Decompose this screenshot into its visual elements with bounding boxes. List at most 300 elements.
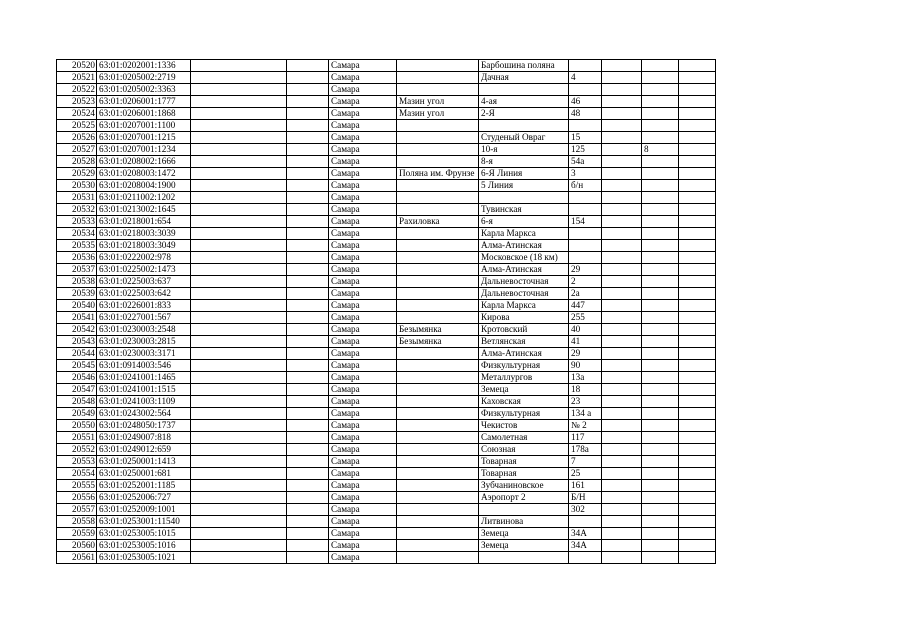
table-row <box>57 72 716 84</box>
cell-building <box>602 228 642 240</box>
cell-empty-col-a <box>191 360 287 372</box>
cell-extra <box>679 408 716 420</box>
cell-apartment <box>642 372 679 384</box>
cell-empty-col-a <box>191 192 287 204</box>
cell-cadastral-number: 63:01:0252009:1001 <box>97 504 191 516</box>
cell-house: 447 <box>569 300 602 312</box>
cell-cadastral-number: 63:01:0241001:1515 <box>97 384 191 396</box>
cell-row-number: 20521 <box>57 72 97 84</box>
cell-district <box>397 348 479 360</box>
cell-street: Ветлянская <box>479 336 569 348</box>
cell-empty-col-b <box>287 144 329 156</box>
cell-house: 117 <box>569 432 602 444</box>
cell-house: 54а <box>569 156 602 168</box>
cell-house <box>569 84 602 96</box>
cell-empty-col-b <box>287 420 329 432</box>
cell-district <box>397 276 479 288</box>
cell-empty-col-b <box>287 492 329 504</box>
cell-empty-col-b <box>287 396 329 408</box>
cell-house: 18 <box>569 384 602 396</box>
cell-empty-col-a <box>191 96 287 108</box>
cell-building <box>602 144 642 156</box>
cell-empty-col-b <box>287 72 329 84</box>
cell-apartment <box>642 192 679 204</box>
cell-cadastral-number: 63:01:0208004:1900 <box>97 180 191 192</box>
cell-row-number: 20522 <box>57 84 97 96</box>
cell-building <box>602 216 642 228</box>
table-row <box>57 132 716 144</box>
cell-street: Алма-Атинская <box>479 240 569 252</box>
cell-building <box>602 240 642 252</box>
cell-cadastral-number: 63:01:0241001:1465 <box>97 372 191 384</box>
cell-city: Самара <box>329 288 397 300</box>
cell-extra <box>679 84 716 96</box>
cell-row-number: 20531 <box>57 192 97 204</box>
cell-cadastral-number: 63:01:0207001:1215 <box>97 132 191 144</box>
cell-apartment <box>642 120 679 132</box>
cell-extra <box>679 264 716 276</box>
cell-row-number: 20537 <box>57 264 97 276</box>
cell-city: Самара <box>329 360 397 372</box>
cell-district <box>397 132 479 144</box>
cell-district <box>397 516 479 528</box>
cell-empty-col-a <box>191 108 287 120</box>
cell-apartment <box>642 252 679 264</box>
cell-building <box>602 156 642 168</box>
cell-empty-col-a <box>191 228 287 240</box>
table-row <box>57 516 716 528</box>
cell-empty-col-a <box>191 84 287 96</box>
cell-city: Самара <box>329 480 397 492</box>
cell-row-number: 20541 <box>57 312 97 324</box>
cell-building <box>602 444 642 456</box>
cell-cadastral-number: 63:01:0252006:727 <box>97 492 191 504</box>
cell-extra <box>679 288 716 300</box>
cell-building <box>602 276 642 288</box>
cell-building <box>602 480 642 492</box>
table-row <box>57 348 716 360</box>
cell-street: Каховская <box>479 396 569 408</box>
cell-apartment <box>642 72 679 84</box>
cell-empty-col-a <box>191 276 287 288</box>
cell-building <box>602 72 642 84</box>
cell-house <box>569 228 602 240</box>
cell-empty-col-b <box>287 192 329 204</box>
cell-building <box>602 96 642 108</box>
cell-street: Карла Маркса <box>479 228 569 240</box>
table-row <box>57 312 716 324</box>
cell-empty-col-b <box>287 372 329 384</box>
cell-district <box>397 528 479 540</box>
cell-street: 8-я <box>479 156 569 168</box>
cell-apartment <box>642 468 679 480</box>
cell-city: Самара <box>329 120 397 132</box>
cell-apartment <box>642 360 679 372</box>
cell-empty-col-b <box>287 540 329 552</box>
cell-extra <box>679 456 716 468</box>
cell-building <box>602 60 642 72</box>
cell-street: Алма-Атинская <box>479 348 569 360</box>
cell-extra <box>679 276 716 288</box>
cell-building <box>602 360 642 372</box>
cell-apartment <box>642 96 679 108</box>
cell-apartment <box>642 240 679 252</box>
cell-apartment <box>642 396 679 408</box>
cell-apartment <box>642 516 679 528</box>
cell-city: Самара <box>329 492 397 504</box>
cell-cadastral-number: 63:01:0252001:1185 <box>97 480 191 492</box>
cell-empty-col-b <box>287 96 329 108</box>
cell-extra <box>679 372 716 384</box>
cell-row-number: 20559 <box>57 528 97 540</box>
cell-cadastral-number: 63:01:0253005:1015 <box>97 528 191 540</box>
cell-city: Самара <box>329 240 397 252</box>
cell-city: Самара <box>329 96 397 108</box>
cell-empty-col-b <box>287 432 329 444</box>
cell-city: Самара <box>329 132 397 144</box>
cell-city: Самара <box>329 84 397 96</box>
cell-district <box>397 444 479 456</box>
cell-street: 2-Я <box>479 108 569 120</box>
cell-street: 4-ая <box>479 96 569 108</box>
cell-empty-col-a <box>191 492 287 504</box>
table-row <box>57 120 716 132</box>
cell-row-number: 20520 <box>57 60 97 72</box>
cell-extra <box>679 384 716 396</box>
cell-city: Самара <box>329 552 397 564</box>
cell-empty-col-a <box>191 432 287 444</box>
cell-building <box>602 540 642 552</box>
cell-city: Самара <box>329 312 397 324</box>
cell-city: Самара <box>329 204 397 216</box>
cell-building <box>602 84 642 96</box>
cell-house <box>569 60 602 72</box>
cell-row-number: 20554 <box>57 468 97 480</box>
cell-city: Самара <box>329 216 397 228</box>
cell-row-number: 20525 <box>57 120 97 132</box>
cell-apartment <box>642 432 679 444</box>
cell-city: Самара <box>329 456 397 468</box>
cell-empty-col-b <box>287 300 329 312</box>
cell-district <box>397 432 479 444</box>
cell-apartment <box>642 336 679 348</box>
cell-building <box>602 264 642 276</box>
cell-cadastral-number: 63:01:0207001:1234 <box>97 144 191 156</box>
cell-house: 2 <box>569 276 602 288</box>
table-row <box>57 480 716 492</box>
table-row <box>57 456 716 468</box>
cell-house <box>569 516 602 528</box>
cell-empty-col-b <box>287 480 329 492</box>
cell-empty-col-a <box>191 408 287 420</box>
cell-street: Земеца <box>479 528 569 540</box>
cell-apartment: 8 <box>642 144 679 156</box>
cell-house <box>569 552 602 564</box>
cell-house: 48 <box>569 108 602 120</box>
table-row <box>57 444 716 456</box>
cell-house: 46 <box>569 96 602 108</box>
cell-empty-col-b <box>287 468 329 480</box>
cell-street: Дальневосточная <box>479 276 569 288</box>
cell-city: Самара <box>329 408 397 420</box>
cell-cadastral-number: 63:01:0213002:1645 <box>97 204 191 216</box>
cell-cadastral-number: 63:01:0230003:2548 <box>97 324 191 336</box>
table-row <box>57 504 716 516</box>
cell-street: Союзная <box>479 444 569 456</box>
cell-empty-col-b <box>287 444 329 456</box>
table-row <box>57 552 716 564</box>
cell-district <box>397 240 479 252</box>
cell-apartment <box>642 108 679 120</box>
cell-cadastral-number: 63:01:0208002:1666 <box>97 156 191 168</box>
cell-district <box>397 552 479 564</box>
cell-district <box>397 504 479 516</box>
cell-apartment <box>642 480 679 492</box>
cell-empty-col-a <box>191 336 287 348</box>
cell-street <box>479 84 569 96</box>
cell-empty-col-a <box>191 132 287 144</box>
cell-street: Московское (18 км) <box>479 252 569 264</box>
cell-street: Тувинская <box>479 204 569 216</box>
cell-house: 41 <box>569 336 602 348</box>
cell-cadastral-number: 63:01:0225003:637 <box>97 276 191 288</box>
cell-apartment <box>642 276 679 288</box>
cell-city: Самара <box>329 396 397 408</box>
cell-cadastral-number: 63:01:0243002:564 <box>97 408 191 420</box>
cell-street: Кротовский <box>479 324 569 336</box>
cell-building <box>602 336 642 348</box>
cell-extra <box>679 216 716 228</box>
table-row <box>57 372 716 384</box>
cell-empty-col-b <box>287 216 329 228</box>
cell-building <box>602 504 642 516</box>
cell-cadastral-number: 63:01:0222002:978 <box>97 252 191 264</box>
cell-empty-col-b <box>287 156 329 168</box>
cell-building <box>602 372 642 384</box>
cell-building <box>602 168 642 180</box>
table-row <box>57 240 716 252</box>
cell-cadastral-number: 63:01:0250001:1413 <box>97 456 191 468</box>
cell-extra <box>679 108 716 120</box>
cell-street: Студеный Овраг <box>479 132 569 144</box>
table-row <box>57 336 716 348</box>
cell-empty-col-a <box>191 468 287 480</box>
cell-district: Поляна им. Фрунзе <box>397 168 479 180</box>
cell-extra <box>679 396 716 408</box>
cell-apartment <box>642 228 679 240</box>
cell-extra <box>679 240 716 252</box>
cell-street: Зубчаниновское <box>479 480 569 492</box>
cell-street: Товарная <box>479 468 569 480</box>
cell-apartment <box>642 408 679 420</box>
cell-row-number: 20545 <box>57 360 97 372</box>
cell-house <box>569 192 602 204</box>
cell-cadastral-number: 63:01:0206001:1868 <box>97 108 191 120</box>
cell-house: 90 <box>569 360 602 372</box>
cell-extra <box>679 336 716 348</box>
cell-empty-col-b <box>287 504 329 516</box>
cell-house: 3 <box>569 168 602 180</box>
cell-empty-col-a <box>191 180 287 192</box>
cell-empty-col-a <box>191 264 287 276</box>
cell-extra <box>679 156 716 168</box>
cell-building <box>602 120 642 132</box>
cell-cadastral-number: 63:01:0914003:546 <box>97 360 191 372</box>
cell-apartment <box>642 504 679 516</box>
cell-building <box>602 300 642 312</box>
cell-row-number: 20560 <box>57 540 97 552</box>
cell-row-number: 20558 <box>57 516 97 528</box>
cell-street: Дачная <box>479 72 569 84</box>
cell-street: Карла Маркса <box>479 300 569 312</box>
cell-building <box>602 324 642 336</box>
table-row <box>57 276 716 288</box>
cell-row-number: 20527 <box>57 144 97 156</box>
cell-extra <box>679 96 716 108</box>
cell-city: Самара <box>329 300 397 312</box>
cell-cadastral-number: 63:01:0226001:833 <box>97 300 191 312</box>
cell-extra <box>679 144 716 156</box>
cell-empty-col-b <box>287 168 329 180</box>
cell-row-number: 20536 <box>57 252 97 264</box>
cell-city: Самара <box>329 468 397 480</box>
cell-street: Дальневосточная <box>479 288 569 300</box>
cell-row-number: 20538 <box>57 276 97 288</box>
cell-city: Самара <box>329 324 397 336</box>
cell-street <box>479 192 569 204</box>
cell-extra <box>679 72 716 84</box>
cell-building <box>602 492 642 504</box>
cell-row-number: 20553 <box>57 456 97 468</box>
cell-district <box>397 288 479 300</box>
table-row <box>57 60 716 72</box>
cell-apartment <box>642 552 679 564</box>
cell-cadastral-number: 63:01:0230003:3171 <box>97 348 191 360</box>
cell-extra <box>679 204 716 216</box>
cell-district <box>397 180 479 192</box>
cell-apartment <box>642 492 679 504</box>
cell-empty-col-b <box>287 324 329 336</box>
table-row <box>57 396 716 408</box>
cell-empty-col-b <box>287 312 329 324</box>
cell-building <box>602 384 642 396</box>
cell-house: 4 <box>569 72 602 84</box>
cell-apartment <box>642 216 679 228</box>
table-row <box>57 420 716 432</box>
cell-house: 29 <box>569 348 602 360</box>
cell-city: Самара <box>329 108 397 120</box>
cell-apartment <box>642 264 679 276</box>
cell-cadastral-number: 63:01:0225003:642 <box>97 288 191 300</box>
cell-district: Мазин угол <box>397 96 479 108</box>
cell-empty-col-b <box>287 516 329 528</box>
cell-extra <box>679 420 716 432</box>
cell-empty-col-b <box>287 456 329 468</box>
table-row <box>57 108 716 120</box>
cell-empty-col-b <box>287 528 329 540</box>
cell-extra <box>679 312 716 324</box>
cell-building <box>602 180 642 192</box>
cell-cadastral-number: 63:01:0202001:1336 <box>97 60 191 72</box>
cell-building <box>602 432 642 444</box>
cell-empty-col-b <box>287 252 329 264</box>
cell-street: Земеца <box>479 540 569 552</box>
cell-city: Самара <box>329 72 397 84</box>
cell-empty-col-a <box>191 324 287 336</box>
table-row <box>57 180 716 192</box>
cell-district <box>397 360 479 372</box>
cell-house <box>569 240 602 252</box>
cell-apartment <box>642 456 679 468</box>
cell-building <box>602 468 642 480</box>
cell-house: 255 <box>569 312 602 324</box>
cell-extra <box>679 468 716 480</box>
cell-empty-col-a <box>191 168 287 180</box>
cell-empty-col-b <box>287 240 329 252</box>
cell-building <box>602 288 642 300</box>
table-row <box>57 204 716 216</box>
cell-cadastral-number: 63:01:0241003:1109 <box>97 396 191 408</box>
table-row <box>57 468 716 480</box>
cell-extra <box>679 540 716 552</box>
cell-row-number: 20542 <box>57 324 97 336</box>
cell-row-number: 20528 <box>57 156 97 168</box>
cell-extra <box>679 528 716 540</box>
cell-street: 6-Я Линия <box>479 168 569 180</box>
cell-row-number: 20534 <box>57 228 97 240</box>
cell-extra <box>679 360 716 372</box>
cell-extra <box>679 300 716 312</box>
cell-city: Самара <box>329 504 397 516</box>
cell-city: Самара <box>329 540 397 552</box>
table-row <box>57 156 716 168</box>
cell-house: 302 <box>569 504 602 516</box>
table-row <box>57 252 716 264</box>
cell-cadastral-number: 63:01:0230003:2815 <box>97 336 191 348</box>
cell-cadastral-number: 63:01:0218001:654 <box>97 216 191 228</box>
cell-city: Самара <box>329 168 397 180</box>
cell-row-number: 20535 <box>57 240 97 252</box>
cell-street: Барбошина поляна <box>479 60 569 72</box>
cell-street: Физкультурная <box>479 408 569 420</box>
table-row <box>57 228 716 240</box>
cell-house: 134 а <box>569 408 602 420</box>
cell-house <box>569 252 602 264</box>
cell-row-number: 20533 <box>57 216 97 228</box>
cell-cadastral-number: 63:01:0253005:1016 <box>97 540 191 552</box>
cell-district <box>397 144 479 156</box>
cell-district: Мазин угол <box>397 108 479 120</box>
cell-apartment <box>642 288 679 300</box>
cell-house: 154 <box>569 216 602 228</box>
cell-cadastral-number: 63:01:0218003:3039 <box>97 228 191 240</box>
cell-row-number: 20547 <box>57 384 97 396</box>
cell-apartment <box>642 132 679 144</box>
cell-district: Рахиловка <box>397 216 479 228</box>
cell-district <box>397 420 479 432</box>
cell-extra <box>679 552 716 564</box>
cell-street: Алма-Атинская <box>479 264 569 276</box>
cell-house: 34А <box>569 540 602 552</box>
cell-extra <box>679 252 716 264</box>
cell-district <box>397 372 479 384</box>
cell-apartment <box>642 60 679 72</box>
cell-building <box>602 312 642 324</box>
table-row <box>57 324 716 336</box>
cell-district: Безымянка <box>397 336 479 348</box>
cell-street <box>479 120 569 132</box>
cell-building <box>602 408 642 420</box>
